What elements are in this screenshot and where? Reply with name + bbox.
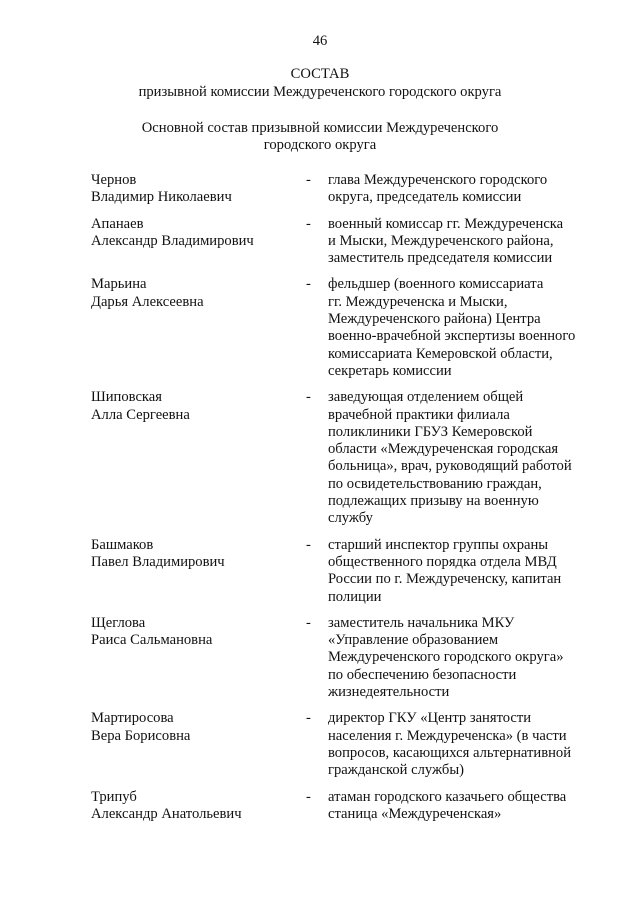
member-surname: Трипуб [91, 788, 137, 805]
member-given-names: Вера Борисовна [91, 727, 191, 744]
member-name [91, 172, 291, 207]
member-row [0, 710, 640, 779]
member-role [328, 172, 598, 207]
page-number: 46 [312, 33, 328, 49]
member-role-line: фельдшер (военного комиссариата [328, 276, 544, 293]
section-heading-line: городского округа [263, 137, 377, 154]
member-role-line: общественного порядка отдела МВД [328, 553, 557, 570]
member-surname: Шиповская [91, 389, 162, 406]
member-dash: - [306, 172, 311, 188]
member-role-line: гражданской службы) [328, 762, 464, 779]
member-role-line: заведующая отделением общей [328, 389, 524, 406]
member-role-line: директор ГКУ «Центр занятости [328, 710, 532, 727]
document-title: СОСТАВ [290, 66, 350, 82]
member-given-names: Владимир Николаевич [91, 189, 232, 206]
member-role-line: глава Междуреченского городского [328, 172, 548, 188]
member-role-line: поликлиники ГБУЗ Кемеровской [328, 423, 533, 440]
member-dash: - [306, 710, 311, 727]
section-heading-line: Основной состав призывной комиссии Междуреченского [141, 120, 499, 136]
member-role [328, 710, 598, 779]
member-row [0, 172, 640, 207]
member-dash: - [306, 389, 311, 406]
member-name [91, 389, 291, 424]
member-row [0, 389, 640, 527]
member-role-line: военно-врачебной экспертизы военного [328, 328, 576, 345]
member-role-line: «Управление образованием [328, 632, 499, 649]
member-given-names: Дарья Алексеевна [91, 293, 204, 310]
member-name [91, 537, 291, 572]
member-role-line: заместитель начальника МКУ [328, 614, 515, 631]
member-role-line: населения г. Междуреченска» (в части [328, 727, 567, 744]
member-surname: Апанаев [91, 215, 144, 232]
member-role-line: Междуреченского района) Центра [328, 311, 541, 328]
member-role [328, 276, 598, 380]
members-list [0, 172, 640, 832]
member-role-line: Междуреченского городского округа» [328, 649, 564, 666]
member-role [328, 789, 598, 824]
member-dash: - [306, 215, 311, 232]
member-dash: - [306, 536, 311, 553]
member-role [328, 389, 598, 527]
member-role-line: военный комиссар гг. Междуреченска [328, 215, 564, 232]
member-role-line: гг. Междуреченска и Мыски, [328, 293, 508, 310]
member-surname: Марьина [91, 276, 147, 293]
member-role-line: атаман городского казачьего общества [328, 788, 567, 805]
member-dash: - [306, 614, 311, 631]
member-role-line: по обеспечению безопасности [328, 666, 517, 683]
member-row [0, 276, 640, 380]
member-given-names: Павел Владимирович [91, 553, 225, 570]
member-surname: Башмаков [91, 536, 154, 553]
member-row [0, 615, 640, 701]
member-role-line: жизнедеятельности [328, 684, 450, 701]
member-role-line: и Мыски, Междуреченского района, [328, 232, 554, 249]
member-role [328, 216, 598, 268]
member-given-names: Александр Анатольевич [91, 805, 242, 822]
member-role-line: подлежащих призыву на военную [328, 493, 539, 510]
member-row [0, 216, 640, 268]
member-dash: - [306, 788, 311, 805]
member-given-names: Раиса Сальмановна [91, 632, 213, 649]
member-role-line: по освидетельствованию граждан, [328, 475, 542, 492]
member-role-line: заместитель председателя комиссии [328, 250, 553, 267]
member-dash: - [306, 276, 311, 293]
member-row [0, 537, 640, 606]
member-surname: Щеглова [91, 614, 146, 631]
member-role-line: полиции [328, 588, 382, 605]
member-role-line: старший инспектор группы охраны [328, 536, 549, 553]
member-role-line: секретарь комиссии [328, 362, 452, 379]
section-heading [0, 120, 640, 155]
member-role-line: России по г. Междуреченску, капитан [328, 571, 562, 588]
document-subtitle: призывной комиссии Междуреченского городского округа [138, 84, 502, 100]
member-role [328, 537, 598, 606]
member-name [91, 789, 291, 824]
member-surname: Мартиросова [91, 710, 174, 727]
member-row [0, 789, 640, 824]
member-role [328, 615, 598, 701]
member-name [91, 615, 291, 650]
member-role-line: комиссариата Кемеровской области, [328, 345, 553, 362]
member-role-line: станица «Междуреченская» [328, 805, 502, 822]
member-name [91, 276, 291, 311]
member-role-line: округа, председатель комиссии [328, 189, 522, 206]
member-role-line: службу [328, 510, 373, 527]
member-role-line: больница», врач, руководящий работой [328, 458, 572, 475]
member-surname: Чернов [91, 172, 137, 188]
member-given-names: Алла Сергеевна [91, 406, 190, 423]
member-role-line: врачебной практики филиала [328, 406, 510, 423]
member-name [91, 216, 291, 251]
member-name [91, 710, 291, 745]
member-role-line: области «Междуреченская городская [328, 441, 559, 458]
member-role-line: вопросов, касающихся альтернативной [328, 744, 572, 761]
member-given-names: Александр Владимирович [91, 232, 254, 249]
